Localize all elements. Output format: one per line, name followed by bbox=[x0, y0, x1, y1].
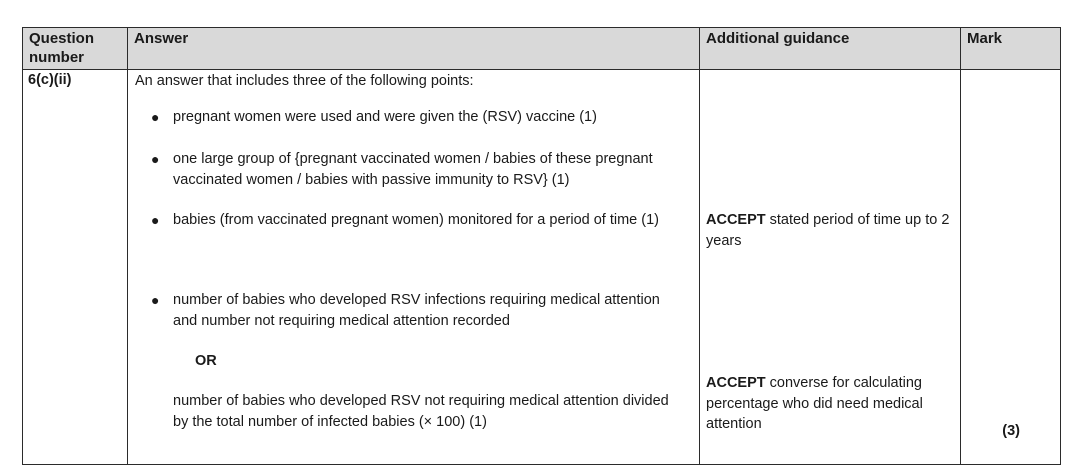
table-row bbox=[23, 70, 1061, 465]
answer-alternative-text: number of babies who developed RSV not requiring medical attention divided by the total number of infected babies (× 100) (1) bbox=[173, 393, 669, 430]
header-answer: Answer bbox=[128, 28, 700, 70]
answer-point bbox=[151, 107, 693, 128]
guidance-text: stated period of time up to 2 years bbox=[706, 212, 950, 249]
answer-point-text: one large group of {pregnant vaccinated women / babies of these pregnant vaccinated women / babies with passive immunity to RSV} (1) bbox=[173, 151, 653, 188]
mark-cell bbox=[961, 70, 1061, 465]
answer-point-text: pregnant women were used and were given the (RSV) vaccine (1) bbox=[173, 109, 597, 125]
question-number-cell bbox=[23, 70, 128, 465]
guidance-keyword: ACCEPT bbox=[706, 375, 766, 391]
answer-point-text: babies (from vaccinated pregnant women) monitored for a period of time (1) bbox=[173, 212, 659, 228]
header-question-number: Question number bbox=[23, 28, 128, 70]
header-mark: Mark bbox=[961, 28, 1061, 70]
guidance-note bbox=[706, 373, 951, 435]
bullet-icon: ● bbox=[151, 292, 160, 308]
answer-point bbox=[151, 149, 673, 191]
guidance-text: converse for calculating percentage who did need medical attention bbox=[706, 375, 923, 432]
mark-value: (3) bbox=[1002, 423, 1020, 439]
guidance-keyword: ACCEPT bbox=[706, 212, 766, 228]
guidance-note bbox=[706, 210, 956, 251]
header-row bbox=[23, 28, 1061, 70]
bullet-icon: ● bbox=[151, 212, 160, 228]
answer-point bbox=[151, 290, 663, 332]
answer-point bbox=[151, 210, 663, 231]
question-number: 6(c)(ii) bbox=[28, 72, 72, 88]
mark-scheme-table bbox=[22, 27, 1061, 465]
answer-cell bbox=[128, 70, 700, 465]
or-label: OR bbox=[195, 353, 217, 369]
header-additional-guidance: Additional guidance bbox=[700, 28, 961, 70]
bullet-icon: ● bbox=[151, 151, 160, 167]
bullet-icon: ● bbox=[151, 109, 160, 125]
answer-point-text: number of babies who developed RSV infections requiring medical attention and number not requiring medical attention recorded bbox=[173, 292, 660, 329]
answer-alternative bbox=[173, 391, 673, 433]
guidance-cell bbox=[700, 70, 961, 465]
answer-intro: An answer that includes three of the following points: bbox=[135, 73, 474, 89]
